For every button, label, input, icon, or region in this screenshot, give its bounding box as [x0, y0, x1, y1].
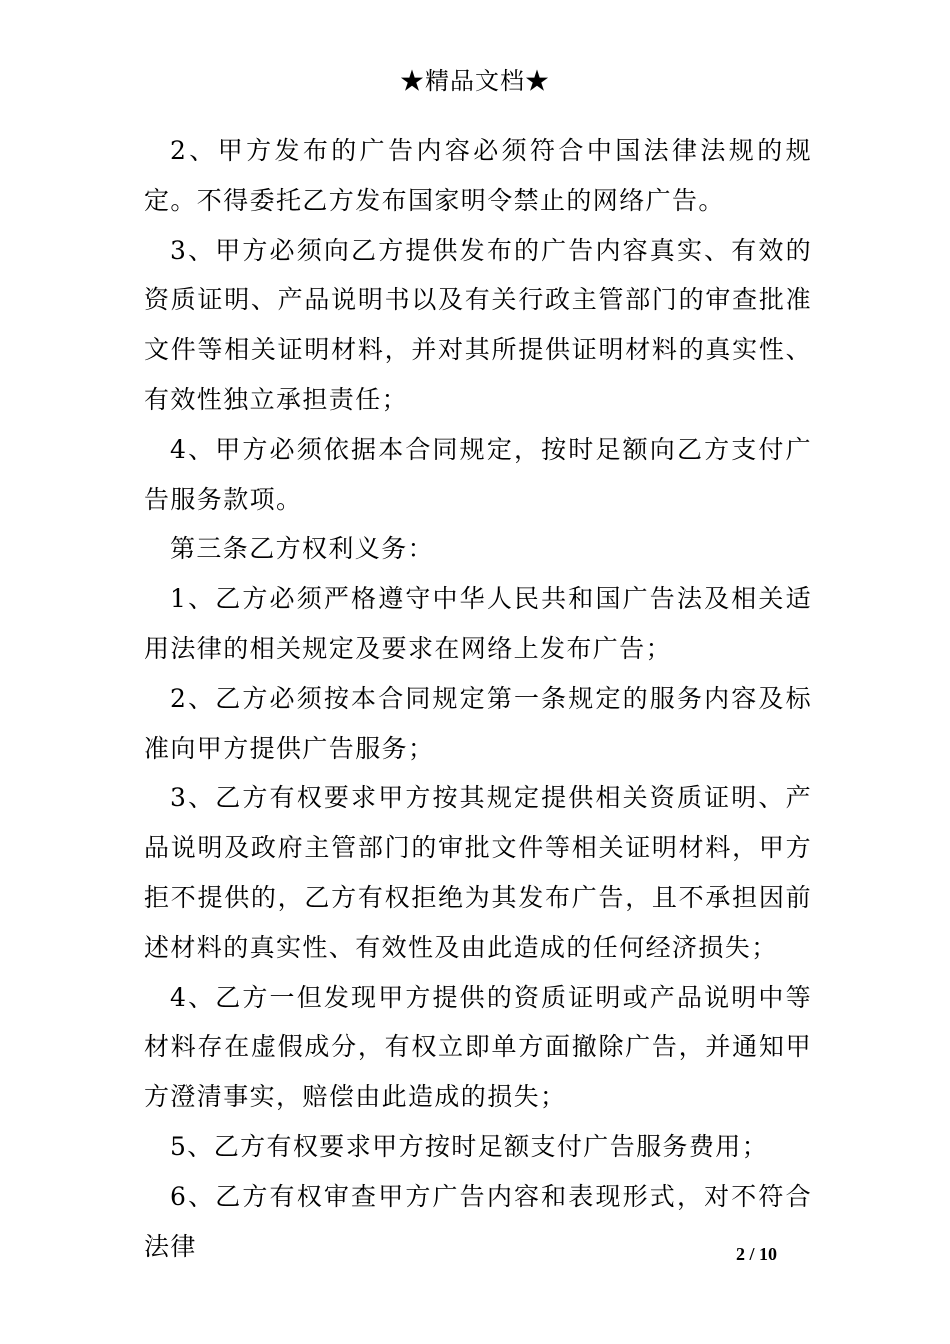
clause-paragraph: 5、乙方有权要求甲方按时足额支付广告服务费用；	[170, 1131, 769, 1161]
clause-paragraph: 3、甲方必须向乙方提供发布的广告内容真实、有效的资质证明、产品说明书以及有关行政主管部门的审查批准文件等相关证明材料，并对其所提供证明材料的真实性、有效性独立承担责任；	[144, 235, 812, 414]
section-heading: 第三条乙方权利义务：	[170, 534, 435, 564]
clause-paragraph: 2、甲方发布的广告内容必须符合中国法律法规的规定。不得委托乙方发布国家明令禁止的网络广告。	[144, 136, 812, 215]
clause-paragraph: 6、乙方有权审查甲方广告内容和表现形式，对不符合法律	[144, 1181, 812, 1261]
clause-paragraph: 4、乙方一但发现甲方提供的资质证明或产品说明中等材料存在虚假成分，有权立即单方面撤除广告，并通知甲方澄清事实，赔偿由此造成的损失；	[144, 982, 812, 1112]
clause-paragraph: 2、乙方必须按本合同规定第一条规定的服务内容及标准向甲方提供广告服务；	[144, 683, 812, 763]
clause-paragraph: 1、乙方必须严格遵守中华人民共和国广告法及相关适用法律的相关规定及要求在网络上发布广告；	[144, 584, 812, 663]
page-number: 2 / 10	[736, 1244, 778, 1264]
clause-paragraph: 4、甲方必须依据本合同规定，按时足额向乙方支付广告服务款项。	[144, 434, 812, 514]
clause-paragraph: 3、乙方有权要求甲方按其规定提供相关资质证明、产品说明及政府主管部门的审批文件等相关证明材料，甲方拒不提供的，乙方有权拒绝为其发布广告，且不承担因前述材料的真实性、有效性及由此造成的任何经济损失；	[144, 783, 812, 962]
document-body	[144, 126, 812, 1271]
page-header-title: ★精品文档★	[400, 67, 550, 95]
